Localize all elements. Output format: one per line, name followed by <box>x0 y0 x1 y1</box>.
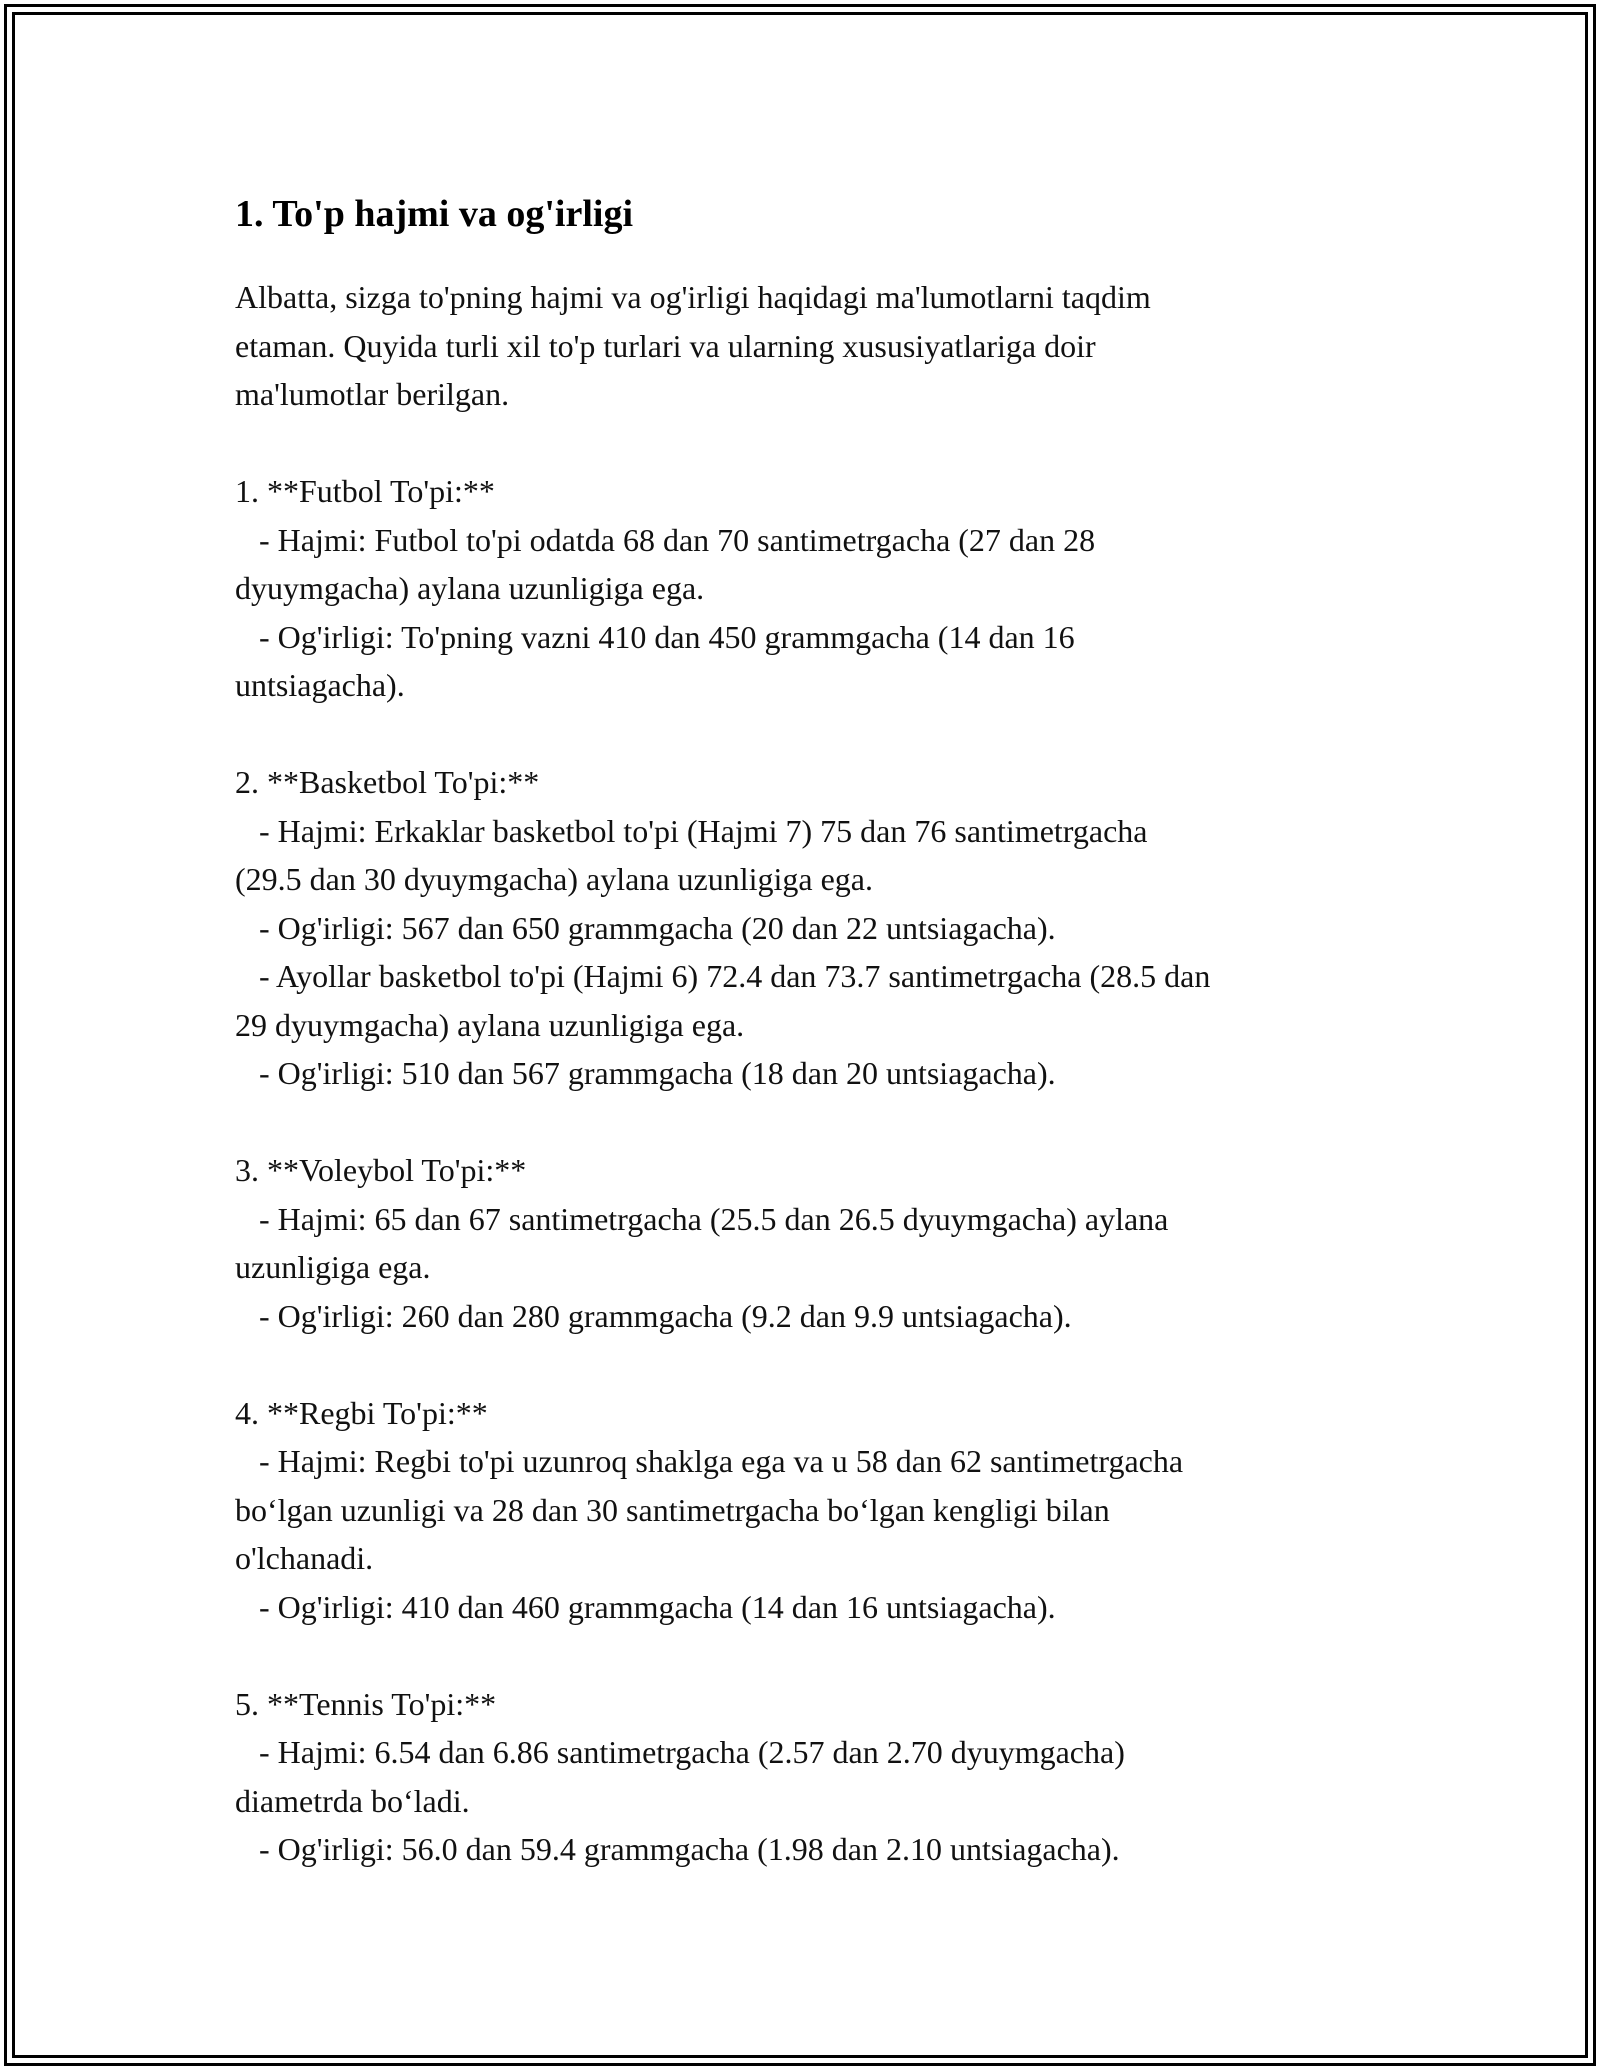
section-heading: 1. To'p hajmi va og'irligi <box>235 193 634 235</box>
item-title: 4. **Regbi To'pi:** <box>235 1394 488 1431</box>
spacer <box>235 1631 1375 1680</box>
item-body: - Hajmi: Regbi to'pi uzunroq shaklga ega va u 58 dan 62 santimetrgacha bo‘lgan uzunligi va 28 dan 30 santimetrgacha bo‘lgan kengligi bilan o'lchanadi. - Og'irligi: 410 dan 460 grammgacha (14 dan 16 untsiagacha). <box>235 1443 1184 1625</box>
document-body <box>235 185 1375 1874</box>
ball-item-tennis <box>235 1680 1375 1874</box>
ball-item-volleyball <box>235 1146 1375 1340</box>
spacer <box>235 710 1375 759</box>
item-title: 2. **Basketbol To'pi:** <box>235 764 540 800</box>
item-body: - Hajmi: 65 dan 67 santimetrgacha (25.5 dan 26.5 dyuymgacha) aylana uzunligiga ega. - Og'irligi: 260 dan 280 grammgacha (9.2 dan 9.9 untsiagacha). <box>235 1200 1169 1334</box>
spacer <box>235 419 1375 468</box>
item-body: - Hajmi: Futbol to'pi odatda 68 dan 70 santimetrgacha (27 dan 28 dyuymgacha) aylana uzunligiga ega. - Og'irligi: To'pning vazni 410 dan 450 grammgacha (14 dan 16 untsiagacha). <box>235 521 1096 703</box>
ball-item-rugby <box>235 1389 1375 1632</box>
spacer <box>235 1098 1375 1147</box>
spacer <box>235 1340 1375 1389</box>
item-title: 1. **Futbol To'pi:** <box>235 473 495 509</box>
item-body: - Hajmi: Erkaklar basketbol to'pi (Hajmi 7) 75 dan 76 santimetrgacha (29.5 dan 30 dyuymgacha) aylana uzunligiga ega. - Og'irligi: 567 dan 650 grammgacha (20 dan 22 untsiagacha). - Ayollar basketbol to'pi (Hajmi 6) 72.4 dan 73.7 santimetrgacha (28.5 dan 29 dyuymgacha) aylana uzunligiga ega. - Og'irligi: 510 dan 567 grammgacha (18 dan 20 untsiagacha). <box>235 812 1211 1091</box>
ball-item-basketball <box>235 758 1375 1098</box>
item-body: - Hajmi: 6.54 dan 6.86 santimetrgacha (2.57 dan 2.70 dyuymgacha) diametrda bo‘ladi. - Og'irligi: 56.0 dan 59.4 grammgacha (1.98 dan 2.10 untsiagacha). <box>235 1734 1125 1867</box>
ball-item-football <box>235 467 1375 710</box>
intro-paragraph: Albatta, sizga to'pning hajmi va og'irligi haqidagi ma'lumotlarni taqdim etaman. Quyida turli xil to'p turlari va ularning xususiyatlariga doir ma'lumotlar berilgan. <box>235 279 1151 412</box>
item-title: 5. **Tennis To'pi:** <box>235 1685 497 1722</box>
item-title: 3. **Voleybol To'pi:** <box>235 1152 527 1188</box>
